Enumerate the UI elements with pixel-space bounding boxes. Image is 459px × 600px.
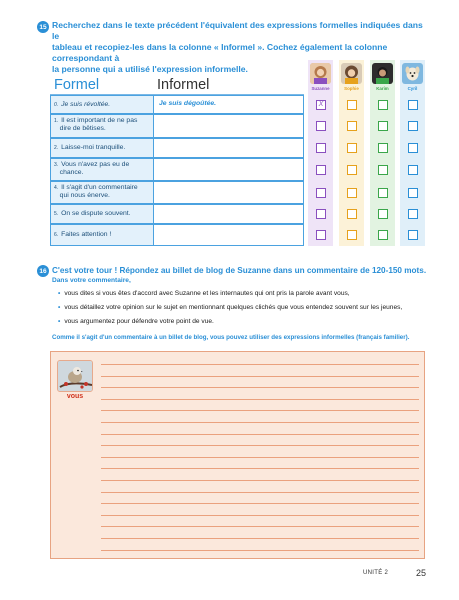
- table-row: [50, 224, 422, 246]
- bullet-text: vous détaillez votre opinion sur le sujet en mentionnant quelques clichés que vous entendez souvent sur les jeunes,: [64, 304, 403, 311]
- writing-line: [101, 503, 419, 504]
- bullet-dot-icon: •: [58, 318, 61, 325]
- formel-text: Il s'agit d'un commentaire: [61, 184, 138, 191]
- table-row: [50, 181, 422, 204]
- checkbox-karim[interactable]: [378, 165, 388, 175]
- checkbox-cyril[interactable]: [408, 188, 418, 198]
- formel-cell: [50, 224, 154, 246]
- bullet-item: [58, 290, 350, 297]
- checkbox-sophie[interactable]: [347, 209, 357, 219]
- writing-line: [101, 410, 419, 411]
- writing-area[interactable]: [50, 351, 425, 559]
- writing-line: [101, 526, 419, 527]
- checkbox-karim[interactable]: [378, 100, 388, 110]
- checkbox-karim[interactable]: [378, 121, 388, 131]
- bullet-dot-icon: •: [58, 304, 61, 311]
- row-number: 5.: [54, 211, 59, 217]
- row-number: 0.: [54, 102, 59, 108]
- instruction-line: tableau et recopiez-les dans la colonne « Informel ». Cochez également la colonne correspondant à: [52, 42, 388, 63]
- writing-line: [101, 480, 419, 481]
- table-row: [50, 114, 422, 138]
- formel-cell: [50, 95, 154, 114]
- checkbox-cyril[interactable]: [408, 209, 418, 219]
- checkbox-suzanne[interactable]: [316, 121, 326, 131]
- instruction-line: Recherchez dans le texte précédent l'équivalent des expressions formelles indiquées dans le: [52, 20, 423, 41]
- informel-input[interactable]: [154, 138, 304, 158]
- bullet-item: [58, 304, 402, 311]
- checkbox-cyril[interactable]: [408, 230, 418, 240]
- checkbox-karim[interactable]: [378, 230, 388, 240]
- row-number: 1.: [54, 118, 59, 124]
- formel-cell: [50, 204, 154, 224]
- checkbox-sophie[interactable]: [347, 188, 357, 198]
- row-number: 6.: [54, 232, 59, 238]
- writing-line: [101, 399, 419, 400]
- cyril-avatar-icon: [402, 63, 423, 84]
- unit-label: UNITÉ 2: [363, 570, 389, 576]
- informel-input[interactable]: [154, 114, 304, 138]
- formel-text: dire de bêtises.: [59, 125, 106, 133]
- writing-line: [101, 550, 419, 551]
- instruction-line: la personne qui a utilisé l'expression informelle.: [52, 64, 248, 74]
- vous-label: vous: [66, 393, 84, 400]
- person-name: Cyril: [407, 86, 418, 91]
- checkbox-suzanne[interactable]: [316, 165, 326, 175]
- formel-text: Faites attention !: [61, 231, 112, 238]
- writing-line: [101, 434, 419, 435]
- writing-line: [101, 387, 419, 388]
- formel-cell: [50, 114, 154, 138]
- bullet-dot-icon: •: [58, 290, 61, 297]
- informel-input[interactable]: [154, 181, 304, 204]
- person-name: Sophie: [344, 86, 359, 91]
- person-name: Karim: [376, 86, 389, 91]
- formel-text: qui nous énerve.: [59, 192, 110, 200]
- formel-text: Je suis révoltée.: [61, 101, 111, 108]
- checkbox-suzanne[interactable]: [316, 188, 326, 198]
- formel-cell: [50, 181, 154, 204]
- checkbox-cyril[interactable]: [408, 100, 418, 110]
- informel-input[interactable]: Je suis dégoûtée.: [154, 95, 304, 114]
- checkbox-sophie[interactable]: [347, 100, 357, 110]
- writing-line: [101, 364, 419, 365]
- row-number: 4.: [54, 185, 59, 191]
- checkbox-karim[interactable]: [378, 209, 388, 219]
- table-row: [50, 138, 422, 158]
- formel-text: Vous n'avez pas eu de: [61, 161, 130, 168]
- table-row: [50, 95, 422, 114]
- karim-avatar-icon: [372, 63, 393, 84]
- page-number: 25: [416, 568, 427, 578]
- checkbox-sophie[interactable]: [347, 143, 357, 153]
- writing-line: [101, 538, 419, 539]
- column-header-informel: Informel: [157, 77, 210, 93]
- formel-cell: [50, 158, 154, 181]
- bird-photo-icon: [57, 360, 93, 392]
- bullet-text: vous dites si vous êtes d'accord avec Suzanne et les internautes qui ont pris la parole avant vous,: [64, 290, 350, 297]
- writing-line: [101, 492, 419, 493]
- checkbox-sophie[interactable]: [347, 121, 357, 131]
- writing-line: [101, 422, 419, 423]
- checkbox-karim[interactable]: [378, 143, 388, 153]
- writing-line: [101, 468, 419, 469]
- checkbox-sophie[interactable]: [347, 165, 357, 175]
- table-row: [50, 158, 422, 181]
- exercise-16-intro: Dans votre commentaire,: [52, 277, 131, 284]
- row-number: 3.: [54, 162, 59, 168]
- person-name: Suzanne: [311, 86, 330, 91]
- checkbox-suzanne[interactable]: [316, 143, 326, 153]
- exercise-16-title: C'est votre tour ! Répondez au billet de blog de Suzanne dans un commentaire de 120-150 mots.: [52, 266, 427, 275]
- checkbox-suzanne[interactable]: [316, 230, 326, 240]
- writing-line: [101, 376, 419, 377]
- writing-line: [101, 515, 419, 516]
- row-number: 2.: [54, 145, 59, 151]
- informel-input[interactable]: [154, 158, 304, 181]
- formel-text: Il est important de ne pas: [61, 117, 138, 124]
- suzanne-avatar-icon: [310, 63, 331, 84]
- formel-text: On se dispute souvent.: [61, 210, 131, 217]
- column-header-formel: Formel: [54, 77, 100, 93]
- formel-text: chance.: [59, 169, 84, 177]
- checkbox-karim[interactable]: [378, 188, 388, 198]
- checkbox-suzanne[interactable]: [316, 209, 326, 219]
- bullet-item: [58, 318, 214, 325]
- checkbox-cyril[interactable]: [408, 165, 418, 175]
- exercise-number-badge: 16: [37, 265, 49, 277]
- formel-text: Laisse-moi tranquille.: [61, 144, 126, 151]
- bullet-text: vous argumentez pour défendre votre point de vue.: [64, 318, 214, 325]
- formel-cell: [50, 138, 154, 158]
- writing-line: [101, 445, 419, 446]
- informel-input[interactable]: [154, 224, 304, 246]
- table-row: [50, 204, 422, 224]
- checkbox-cyril[interactable]: [408, 143, 418, 153]
- checkbox-suzanne[interactable]: X: [316, 100, 326, 110]
- exercise-16-note: Comme il s'agit d'un commentaire à un billet de blog, vous pouvez utiliser des expressions informelles (français familier).: [52, 334, 410, 341]
- sophie-avatar-icon: [341, 63, 362, 84]
- checkbox-cyril[interactable]: [408, 121, 418, 131]
- writing-line: [101, 457, 419, 458]
- checkbox-sophie[interactable]: [347, 230, 357, 240]
- exercise-number-badge: 15: [37, 21, 49, 33]
- informel-input[interactable]: [154, 204, 304, 224]
